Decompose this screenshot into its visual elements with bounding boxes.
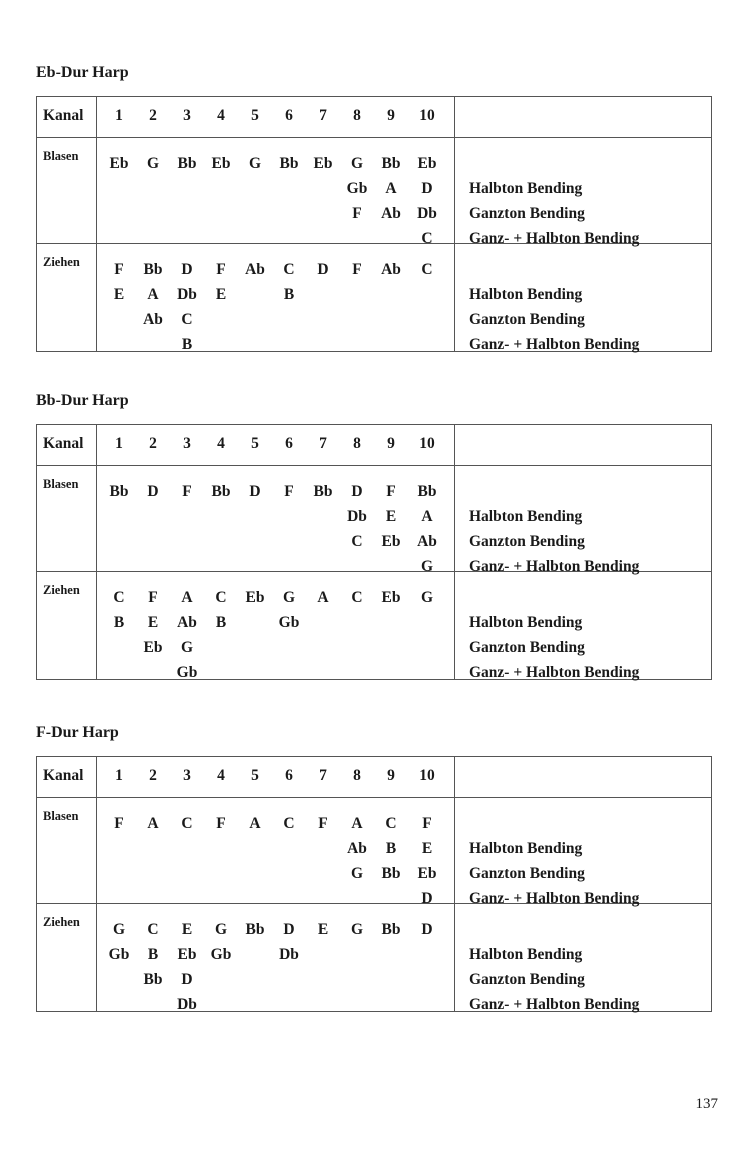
blasen-note: D	[421, 890, 433, 907]
channel-number: 1	[115, 435, 123, 452]
ziehen-note: Gb	[108, 946, 130, 963]
ziehen-note: Gb	[278, 614, 300, 631]
blasen-note: Ab	[347, 840, 367, 857]
blasen-note: G	[350, 865, 364, 882]
bending-note: Ganz- + Halbton Bending	[469, 558, 640, 575]
blasen-note: A	[351, 815, 363, 832]
bending-note: Halbton Bending	[469, 946, 583, 963]
bending-note: Halbton Bending	[469, 840, 583, 857]
blasen-note: E	[421, 840, 433, 857]
blasen-note: D	[421, 180, 433, 197]
blasen-note: Eb	[313, 155, 333, 172]
channel-number: 4	[217, 767, 225, 784]
blasen-note: Eb	[109, 155, 129, 172]
page-number: 137	[695, 1096, 718, 1112]
ziehen-note: B	[113, 614, 125, 631]
ziehen-note: F	[352, 261, 362, 278]
channel-number: 6	[285, 107, 293, 124]
ziehen-note: C	[113, 589, 125, 606]
blasen-note: Bb	[313, 483, 333, 500]
blasen-note: C	[181, 815, 193, 832]
channel-number: 1	[115, 107, 123, 124]
harp-section	[36, 724, 712, 1012]
bending-note: Halbton Bending	[469, 508, 583, 525]
channel-number: 5	[251, 435, 259, 452]
blasen-note: C	[351, 533, 363, 550]
blasen-label: Blasen	[43, 477, 79, 491]
ziehen-note: C	[147, 921, 159, 938]
ziehen-note: Ab	[177, 614, 197, 631]
bending-note: Halbton Bending	[469, 180, 583, 197]
blasen-note: Eb	[211, 155, 231, 172]
ziehen-note: C	[421, 261, 433, 278]
blasen-note: A	[147, 815, 159, 832]
ziehen-note: A	[181, 589, 193, 606]
ziehen-note: Bb	[143, 261, 163, 278]
ziehen-note: G	[180, 639, 194, 656]
bending-note: Ganz- + Halbton Bending	[469, 664, 640, 681]
blasen-note: Bb	[381, 865, 401, 882]
blasen-note: E	[385, 508, 397, 525]
channel-number: 3	[183, 435, 191, 452]
blasen-note: Db	[347, 508, 367, 525]
ziehen-note: G	[420, 589, 434, 606]
blasen-note: Bb	[211, 483, 231, 500]
bending-note: Ganz- + Halbton Bending	[469, 336, 640, 353]
ziehen-note: G	[282, 589, 296, 606]
ziehen-note: D	[283, 921, 295, 938]
bending-note: Halbton Bending	[469, 614, 583, 631]
channel-number: 2	[149, 435, 157, 452]
blasen-note: F	[352, 205, 362, 222]
ziehen-note: G	[112, 921, 126, 938]
channel-number: 9	[387, 767, 395, 784]
blasen-note: Gb	[346, 180, 368, 197]
ziehen-note: Ab	[245, 261, 265, 278]
channel-number: 2	[149, 107, 157, 124]
ziehen-note: C	[181, 311, 193, 328]
section-title: Eb-Dur Harp	[36, 64, 129, 81]
ziehen-note: Gb	[210, 946, 232, 963]
kanal-header: Kanal	[43, 435, 84, 452]
ziehen-note: D	[421, 921, 433, 938]
ziehen-note: E	[215, 286, 227, 303]
ziehen-note: Ab	[381, 261, 401, 278]
channel-number: 3	[183, 767, 191, 784]
channel-number: 2	[149, 767, 157, 784]
ziehen-note: A	[317, 589, 329, 606]
bending-note: Ganz- + Halbton Bending	[469, 890, 640, 907]
blasen-note: G	[248, 155, 262, 172]
bending-note: Ganz- + Halbton Bending	[469, 996, 640, 1013]
ziehen-note: Gb	[176, 664, 198, 681]
section-title: F-Dur Harp	[36, 724, 119, 741]
channel-number: 7	[319, 435, 327, 452]
blasen-note: D	[147, 483, 159, 500]
channel-number: 7	[319, 767, 327, 784]
blasen-note: F	[114, 815, 124, 832]
ziehen-note: F	[148, 589, 158, 606]
ziehen-note: C	[351, 589, 363, 606]
row-divider	[37, 465, 711, 466]
channel-number: 9	[387, 107, 395, 124]
channel-number: 7	[319, 107, 327, 124]
ziehen-note: F	[114, 261, 124, 278]
ziehen-note: B	[215, 614, 227, 631]
ziehen-label: Ziehen	[43, 255, 80, 269]
bending-note: Ganzton Bending	[469, 205, 585, 222]
section-title: Bb-Dur Harp	[36, 392, 129, 409]
column-divider	[96, 757, 97, 1011]
channel-number: 10	[419, 435, 435, 452]
ziehen-note: Eb	[245, 589, 265, 606]
ziehen-note: Db	[279, 946, 299, 963]
ziehen-note: G	[350, 921, 364, 938]
column-divider	[454, 757, 455, 1011]
blasen-label: Blasen	[43, 149, 79, 163]
blasen-note: F	[182, 483, 192, 500]
ziehen-note: E	[181, 921, 193, 938]
kanal-header: Kanal	[43, 767, 84, 784]
channel-number: 6	[285, 435, 293, 452]
channel-number: 5	[251, 107, 259, 124]
bending-note: Ganzton Bending	[469, 311, 585, 328]
note-table	[36, 424, 712, 680]
channel-number: 1	[115, 767, 123, 784]
bending-note: Ganzton Bending	[469, 971, 585, 988]
blasen-label: Blasen	[43, 809, 79, 823]
blasen-note: A	[421, 508, 433, 525]
blasen-note: D	[249, 483, 261, 500]
blasen-note: F	[284, 483, 294, 500]
blasen-note: A	[249, 815, 261, 832]
bending-note: Ganzton Bending	[469, 639, 585, 656]
channel-number: 9	[387, 435, 395, 452]
ziehen-note: C	[215, 589, 227, 606]
row-divider	[37, 137, 711, 138]
column-divider	[454, 425, 455, 679]
channel-number: 8	[353, 767, 361, 784]
channel-number: 8	[353, 435, 361, 452]
channel-number: 8	[353, 107, 361, 124]
ziehen-note: C	[283, 261, 295, 278]
ziehen-note: D	[181, 971, 193, 988]
ziehen-note: D	[181, 261, 193, 278]
ziehen-note: Eb	[143, 639, 163, 656]
channel-number: 10	[419, 767, 435, 784]
note-table	[36, 756, 712, 1012]
blasen-note: Db	[417, 205, 437, 222]
note-table	[36, 96, 712, 352]
row-divider	[37, 797, 711, 798]
blasen-note: Bb	[109, 483, 129, 500]
ziehen-note: Bb	[381, 921, 401, 938]
channel-number: 3	[183, 107, 191, 124]
ziehen-label: Ziehen	[43, 915, 80, 929]
blasen-note: Bb	[417, 483, 437, 500]
blasen-note: Eb	[417, 865, 437, 882]
ziehen-note: Eb	[177, 946, 197, 963]
ziehen-note: E	[113, 286, 125, 303]
column-divider	[96, 425, 97, 679]
ziehen-note: D	[317, 261, 329, 278]
ziehen-note: B	[283, 286, 295, 303]
ziehen-note: Db	[177, 996, 197, 1013]
blasen-note: Ab	[417, 533, 437, 550]
blasen-note: F	[216, 815, 226, 832]
ziehen-note: Db	[177, 286, 197, 303]
blasen-note: Eb	[417, 155, 437, 172]
bending-note: Halbton Bending	[469, 286, 583, 303]
ziehen-label: Ziehen	[43, 583, 80, 597]
column-divider	[454, 97, 455, 351]
blasen-note: B	[385, 840, 397, 857]
ziehen-note: E	[317, 921, 329, 938]
ziehen-note: E	[147, 614, 159, 631]
ziehen-note: F	[216, 261, 226, 278]
blasen-note: Bb	[381, 155, 401, 172]
blasen-note: C	[421, 230, 433, 247]
blasen-note: Bb	[279, 155, 299, 172]
bending-note: Ganz- + Halbton Bending	[469, 230, 640, 247]
ziehen-note: B	[181, 336, 193, 353]
bending-note: Ganzton Bending	[469, 865, 585, 882]
blasen-note: A	[385, 180, 397, 197]
blasen-note: C	[385, 815, 397, 832]
channel-number: 4	[217, 435, 225, 452]
channel-number: 5	[251, 767, 259, 784]
blasen-note: D	[351, 483, 363, 500]
blasen-note: Bb	[177, 155, 197, 172]
bending-note: Ganzton Bending	[469, 533, 585, 550]
ziehen-note: Eb	[381, 589, 401, 606]
blasen-note: G	[350, 155, 364, 172]
ziehen-note: A	[147, 286, 159, 303]
ziehen-note: Bb	[143, 971, 163, 988]
blasen-note: C	[283, 815, 295, 832]
ziehen-note: Ab	[143, 311, 163, 328]
blasen-note: F	[386, 483, 396, 500]
ziehen-note: G	[214, 921, 228, 938]
blasen-note: F	[422, 815, 432, 832]
column-divider	[96, 97, 97, 351]
channel-number: 10	[419, 107, 435, 124]
harp-section	[36, 64, 712, 352]
blasen-note: G	[420, 558, 434, 575]
blasen-note: Eb	[381, 533, 401, 550]
blasen-note: F	[318, 815, 328, 832]
channel-number: 6	[285, 767, 293, 784]
channel-number: 4	[217, 107, 225, 124]
ziehen-note: B	[147, 946, 159, 963]
ziehen-note: Bb	[245, 921, 265, 938]
blasen-note: G	[146, 155, 160, 172]
kanal-header: Kanal	[43, 107, 84, 124]
blasen-note: Ab	[381, 205, 401, 222]
harp-section	[36, 392, 712, 680]
